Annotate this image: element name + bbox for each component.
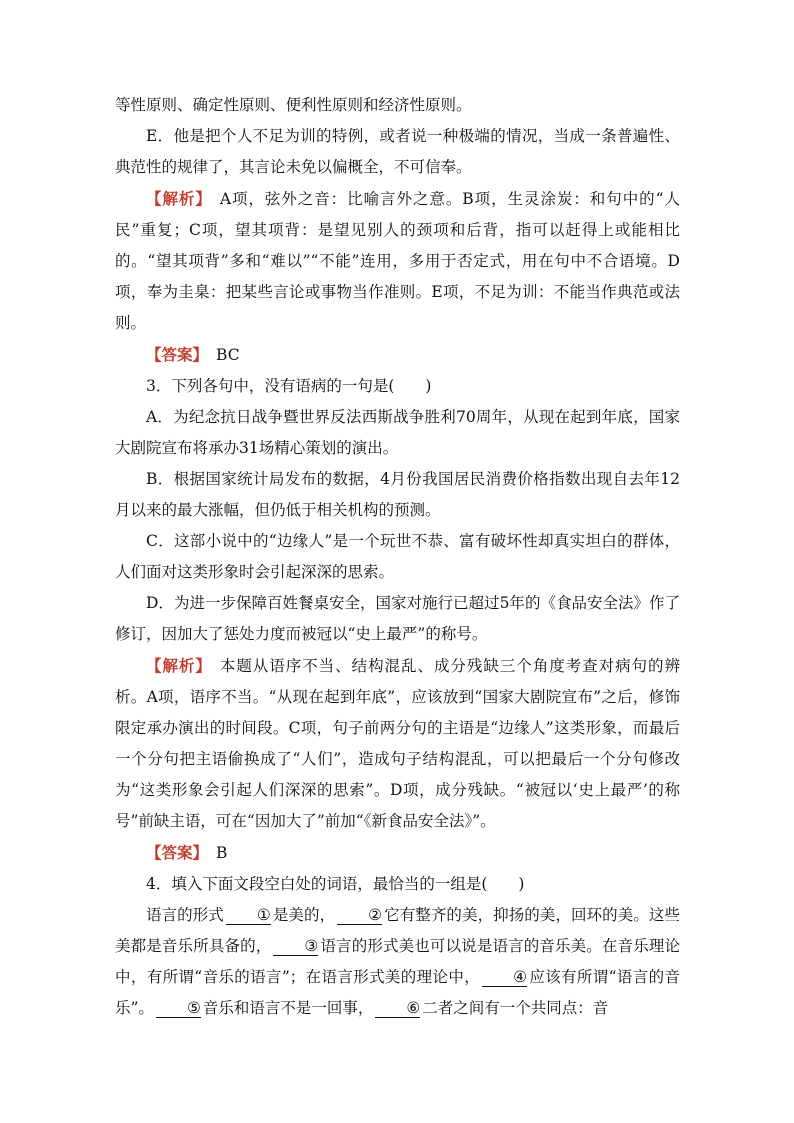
page-content xyxy=(115,90,680,1024)
blank-3: ③ xyxy=(273,937,318,956)
passage-segment: 是美的， xyxy=(272,906,336,924)
q3-answer xyxy=(115,837,680,869)
passage-segment: 二者之间有一个共同点：音 xyxy=(422,999,609,1017)
blank-5: ⑤ xyxy=(156,999,201,1018)
blank-4: ④ xyxy=(482,968,527,987)
q3-option-b: B．根据国家统计局发布的数据，4月份我国居民消费价格指数出现自去年12月以来的最大涨幅，但仍低于相关机构的预测。 xyxy=(115,470,680,519)
analysis-tag: 【解析】 xyxy=(146,189,212,208)
answer-tag: 【答案】 xyxy=(146,843,209,862)
q4-stem: 4．填入下面文段空白处的词语，最恰当的一组是( ) xyxy=(146,875,525,893)
q4-passage xyxy=(115,900,680,1024)
passage-segment: 它有整齐的美，抑扬的美，回环的美。这些美都是音乐所具备的， xyxy=(115,906,680,955)
passage-segment: 语言的形式美也可以说是语言的音乐美。在音乐理论中，有所谓“音乐的语言”；在语言形式美的理论中， xyxy=(115,937,680,986)
q3-stem: 3．下列各句中，没有语病的一句是( ) xyxy=(146,377,432,395)
analysis-text: A项，弦外之音：比喻言外之意。B项，生灵涂炭：和句中的“人民”重复；C项，望其项背：是望见别人的颈项和后背，指可以赶得上或能相比的。“望其项背”多和“难以”“不能”连用，多用于否定式，用在句中不合语境。D项，奉为圭臬：把某些言论或事物当作准则。E项，不足为训：不能当作典范或法则。 xyxy=(115,190,680,332)
q2-analysis xyxy=(115,183,680,339)
q3-option-d: D．为进一步保障百姓餐桌安全，国家对施行已超过5年的《食品安全法》作了修订，因加大了惩处力度而被冠以“史上最严”的称号。 xyxy=(115,594,680,643)
q2-answer xyxy=(115,339,680,371)
passage-segment: 应该有所谓“语言的音乐”。 xyxy=(115,968,680,1017)
answer-tag: 【答案】 xyxy=(146,345,209,364)
blank-1: ① xyxy=(226,906,271,925)
analysis-tag: 【解析】 xyxy=(146,656,212,675)
answer-text: BC xyxy=(216,346,240,364)
blank-6: ⑥ xyxy=(375,999,420,1018)
q3-option-a: A．为纪念抗日战争暨世界反法西斯战争胜利70周年，从现在起到年底，国家大剧院宣布将承办31场精心策划的演出。 xyxy=(115,408,680,457)
analysis-text: 本题从语序不当、结构混乱、成分残缺三个角度考查对病句的辨析。A项，语序不当。“从现在起到年底”，应该放到“国家大剧院宣布”之后，修饰限定承办演出的时间段。C项，句子前两分句的主语是“边缘人”这类形象，而最后一个分句把主语偷换成了“人们”，造成句子结构混乱，可以把最后一个分句修改为“这类形象会引起人们深深的思索”。D项，成分残缺。“被冠以‘史上最严’的称号”前缺主语，可在“因加大了”前加“《新食品安全法》”。 xyxy=(115,657,680,830)
q3-analysis xyxy=(115,650,680,837)
passage-segment: 音乐和语言不是一回事， xyxy=(202,999,374,1017)
blank-2: ② xyxy=(337,906,382,925)
continued-line: 等性原则、确定性原则、便利性原则和经济性原则。 xyxy=(115,96,472,114)
q3-option-c: C．这部小说中的“边缘人”是一个玩世不恭、富有破坏性却真实坦白的群体，人们面对这类形象时会引起深深的思索。 xyxy=(115,532,680,581)
option-e: E．他是把个人不足为训的特例，或者说一种极端的情况，当成一条普遍性、典范性的规律了，其言论未免以偏概全，不可信奉。 xyxy=(115,127,680,176)
passage-segment: 语言的形式 xyxy=(146,906,224,924)
answer-text: B xyxy=(216,844,228,862)
